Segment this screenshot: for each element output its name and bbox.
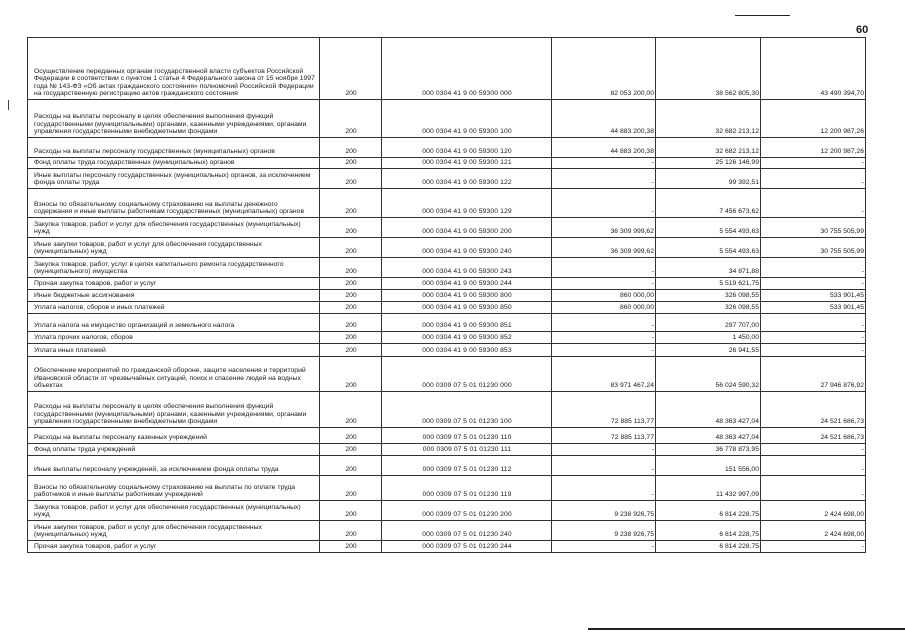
row-name-cell: Уплата прочих налогов, сборов [28,332,320,344]
row-executed-amount-cell: 5 519 621,75 [656,278,761,290]
row-kbk-code-cell: 000 0304 41 9 00 59300 121 [382,158,552,169]
row-code-cell: 200 [320,158,382,169]
row-name-cell: Расходы на выплаты персоналу в целях обеспечения выполнения функций государственными (муниципальными) органами, казенными учреждениями, органами управления государственными внебюджетными фондами [28,392,320,428]
row-kbk-code-cell: 000 0304 41 9 00 59300 129 [382,189,552,218]
row-executed-amount-cell: 11 432 997,09 [656,476,761,501]
row-kbk-code-cell: 000 0304 41 9 00 59300 853 [382,344,552,357]
row-approved-amount-cell: - [552,314,656,332]
row-approved-amount-cell: 44 883 200,38 [552,100,656,138]
row-unexecuted-amount-cell: 30 755 505,99 [761,218,866,238]
row-approved-amount-cell: 860 000,00 [552,302,656,314]
row-name-cell: Взносы по обязательному социальному страхованию на выплаты по оплате труда работников и иные выплаты работникам учреждений [28,476,320,501]
row-approved-amount-cell: 860 000,00 [552,290,656,302]
row-name-cell: Уплата налогов, сборов и иных платежей [28,302,320,314]
table-row [28,332,866,344]
row-kbk-code-cell: 000 0304 41 9 00 59300 244 [382,278,552,290]
row-code-cell: 200 [320,332,382,344]
row-kbk-code-cell: 000 0304 41 9 00 59300 852 [382,332,552,344]
row-executed-amount-cell: 32 682 213,12 [656,138,761,158]
footer-rule [588,628,905,630]
row-executed-amount-cell: 26 941,55 [656,344,761,357]
row-name-cell: Расходы на выплаты персоналу казенных учреждений [28,428,320,444]
row-name-cell: Расходы на выплаты персоналу в целях обеспечения выполнения функций государственными (муниципальными) органами, казенными учреждениями, органами управления государственными внебюджетными фондами [28,100,320,138]
row-executed-amount-cell: 56 024 590,32 [656,357,761,392]
row-approved-amount-cell: 72 885 113,77 [552,392,656,428]
row-code-cell: 200 [320,521,382,541]
table-row [28,290,866,302]
table-row [28,344,866,357]
row-executed-amount-cell: 48 363 427,04 [656,392,761,428]
table-row [28,258,866,278]
budget-execution-table [27,37,866,553]
row-executed-amount-cell: 48 363 427,04 [656,428,761,444]
table-row [28,314,866,332]
row-code-cell: 200 [320,428,382,444]
row-unexecuted-amount-cell: - [761,258,866,278]
row-unexecuted-amount-cell: 27 946 876,92 [761,357,866,392]
row-name-cell: Закупка товаров, работ, услуг в целях капитального ремонта государственного (муниципального) имущества [28,258,320,278]
row-executed-amount-cell: 5 554 493,63 [656,238,761,258]
table-row [28,218,866,238]
row-approved-amount-cell: 83 971 467,24 [552,357,656,392]
table-row [28,189,866,218]
row-unexecuted-amount-cell: 30 755 505,99 [761,238,866,258]
row-unexecuted-amount-cell: 2 424 698,00 [761,501,866,521]
row-executed-amount-cell: 326 098,55 [656,290,761,302]
row-name-cell: Прочая закупка товаров, работ и услуг [28,278,320,290]
table-row [28,158,866,169]
row-kbk-code-cell: 000 0304 41 9 00 59300 200 [382,218,552,238]
row-executed-amount-cell: 32 682 213,12 [656,100,761,138]
row-kbk-code-cell: 000 0304 41 9 00 59300 000 [382,38,552,100]
table-row [28,302,866,314]
row-executed-amount-cell: 6 814 228,75 [656,501,761,521]
row-code-cell: 200 [320,476,382,501]
row-name-cell: Иные бюджетные ассигнования [28,290,320,302]
row-approved-amount-cell: - [552,332,656,344]
row-unexecuted-amount-cell: - [761,456,866,476]
row-approved-amount-cell: - [552,344,656,357]
row-approved-amount-cell: 44 883 200,38 [552,138,656,158]
row-executed-amount-cell: 6 814 228,75 [656,541,761,553]
row-unexecuted-amount-cell: - [761,344,866,357]
row-kbk-code-cell: 000 0309 07 5 01 01230 119 [382,476,552,501]
row-code-cell: 200 [320,169,382,189]
row-approved-amount-cell: 36 309 999,62 [552,218,656,238]
row-name-cell: Взносы по обязательному социальному страхованию на выплаты денежного содержания и иные выплаты работникам государственных (муниципальных) органов [28,189,320,218]
row-name-cell: Иные закупки товаров, работ и услуг для обеспечения государственных (муниципальных) нужд [28,521,320,541]
row-approved-amount-cell: 72 885 113,77 [552,428,656,444]
row-executed-amount-cell: 38 562 805,30 [656,38,761,100]
row-unexecuted-amount-cell: 533 901,45 [761,302,866,314]
row-approved-amount-cell: - [552,189,656,218]
row-approved-amount-cell: - [552,444,656,456]
row-name-cell: Закупка товаров, работ и услуг для обеспечения государственных (муниципальных) нужд [28,218,320,238]
row-kbk-code-cell: 000 0309 07 5 01 01230 111 [382,444,552,456]
row-code-cell: 200 [320,218,382,238]
table-row [28,278,866,290]
row-name-cell: Иные закупки товаров, работ и услуг для обеспечения государственных (муниципальных) нужд [28,238,320,258]
row-code-cell: 200 [320,392,382,428]
row-unexecuted-amount-cell: 24 521 686,73 [761,392,866,428]
row-name-cell: Обеспечение мероприятий по гражданской обороне, защите населения и территорий Ивановской области от чрезвычайных ситуаций, поиск и спасение людей на водных объектах [28,357,320,392]
row-name-cell: Закупка товаров, работ и услуг для обеспечения государственных (муниципальных) нужд [28,501,320,521]
table-row [28,428,866,444]
table-row [28,357,866,392]
row-kbk-code-cell: 000 0309 07 5 01 01230 112 [382,456,552,476]
table-row [28,501,866,521]
row-approved-amount-cell: - [552,169,656,189]
row-kbk-code-cell: 000 0304 41 9 00 59300 100 [382,100,552,138]
row-name-cell: Прочая закупка товаров, работ и услуг [28,541,320,553]
row-code-cell: 200 [320,138,382,158]
row-unexecuted-amount-cell: 12 200 987,26 [761,100,866,138]
row-code-cell: 200 [320,344,382,357]
row-approved-amount-cell: 36 309 999,62 [552,238,656,258]
table-row [28,238,866,258]
row-code-cell: 200 [320,290,382,302]
row-unexecuted-amount-cell: - [761,278,866,290]
table-row [28,392,866,428]
row-kbk-code-cell: 000 0304 41 9 00 59300 851 [382,314,552,332]
row-kbk-code-cell: 000 0309 07 5 01 01230 000 [382,357,552,392]
row-unexecuted-amount-cell: 2 424 698,00 [761,521,866,541]
table-row [28,521,866,541]
row-unexecuted-amount-cell: - [761,444,866,456]
row-name-cell: Уплата иных платежей [28,344,320,357]
row-executed-amount-cell: 25 126 146,99 [656,158,761,169]
row-name-cell: Фонд оплаты труда учреждений [28,444,320,456]
header-rule [735,15,790,16]
row-approved-amount-cell: - [552,476,656,501]
row-approved-amount-cell: - [552,278,656,290]
row-code-cell: 200 [320,314,382,332]
row-code-cell: 200 [320,444,382,456]
row-executed-amount-cell: 7 456 673,62 [656,189,761,218]
page-number: 60 [856,24,869,36]
row-unexecuted-amount-cell: 533 901,45 [761,290,866,302]
row-kbk-code-cell: 000 0309 07 5 01 01230 200 [382,501,552,521]
row-name-cell: Фонд оплаты труда государственных (муниципальных) органов [28,158,320,169]
row-approved-amount-cell: 82 053 200,00 [552,38,656,100]
table-row [28,456,866,476]
table-row [28,476,866,501]
row-approved-amount-cell: 9 238 926,75 [552,501,656,521]
margin-mark [8,100,9,110]
row-approved-amount-cell: 9 238 926,75 [552,521,656,541]
row-executed-amount-cell: 297 707,00 [656,314,761,332]
row-kbk-code-cell: 000 0304 41 9 00 59300 243 [382,258,552,278]
row-kbk-code-cell: 000 0309 07 5 01 01230 244 [382,541,552,553]
row-approved-amount-cell: - [552,456,656,476]
row-name-cell: Осуществление переданных органам государственной власти субъектов Российской Федерации в соответствии с пунктом 1 статьи 4 Федерального закона от 15 ноября 1997 года № 143-ФЗ «Об актах гражданского состояния» полномочий Российской Федерации на государственную регистрацию актов гражданского состояния [28,38,320,100]
row-executed-amount-cell: 1 450,00 [656,332,761,344]
row-name-cell: Иные выплаты персоналу государственных (муниципальных) органов, за исключением фонда оплаты труда [28,169,320,189]
row-unexecuted-amount-cell: 43 490 394,70 [761,38,866,100]
row-executed-amount-cell: 99 392,51 [656,169,761,189]
row-name-cell: Уплата налога на имущество организаций и земельного налога [28,314,320,332]
row-kbk-code-cell: 000 0309 07 5 01 01230 110 [382,428,552,444]
row-kbk-code-cell: 000 0304 41 9 00 59300 122 [382,169,552,189]
row-executed-amount-cell: 5 554 493,63 [656,218,761,238]
row-executed-amount-cell: 326 098,55 [656,302,761,314]
row-unexecuted-amount-cell: - [761,189,866,218]
row-kbk-code-cell: 000 0309 07 5 01 01230 240 [382,521,552,541]
row-name-cell: Иные выплаты персоналу учреждений, за исключением фонда оплаты труда [28,456,320,476]
row-executed-amount-cell: 6 814 228,75 [656,521,761,541]
row-code-cell: 200 [320,302,382,314]
row-approved-amount-cell: - [552,258,656,278]
row-kbk-code-cell: 000 0304 41 9 00 59300 240 [382,238,552,258]
row-code-cell: 200 [320,189,382,218]
row-approved-amount-cell: - [552,158,656,169]
row-code-cell: 200 [320,357,382,392]
row-unexecuted-amount-cell: - [761,169,866,189]
row-unexecuted-amount-cell: - [761,332,866,344]
row-unexecuted-amount-cell: - [761,314,866,332]
row-code-cell: 200 [320,278,382,290]
row-kbk-code-cell: 000 0304 41 9 00 59300 850 [382,302,552,314]
row-code-cell: 200 [320,456,382,476]
row-code-cell: 200 [320,100,382,138]
row-kbk-code-cell: 000 0309 07 5 01 01230 100 [382,392,552,428]
row-executed-amount-cell: 34 871,88 [656,258,761,278]
table-row [28,169,866,189]
table-row [28,541,866,553]
row-executed-amount-cell: 151 556,00 [656,456,761,476]
table-row [28,138,866,158]
row-code-cell: 200 [320,258,382,278]
row-approved-amount-cell: - [552,541,656,553]
row-code-cell: 200 [320,501,382,521]
row-code-cell: 200 [320,38,382,100]
row-code-cell: 200 [320,541,382,553]
row-code-cell: 200 [320,238,382,258]
row-unexecuted-amount-cell: - [761,158,866,169]
table-row [28,100,866,138]
row-kbk-code-cell: 000 0304 41 9 00 59300 120 [382,138,552,158]
row-unexecuted-amount-cell: - [761,541,866,553]
row-executed-amount-cell: 36 778 873,95 [656,444,761,456]
table-row [28,444,866,456]
row-unexecuted-amount-cell: - [761,476,866,501]
row-unexecuted-amount-cell: 12 200 987,26 [761,138,866,158]
row-kbk-code-cell: 000 0304 41 9 00 59300 800 [382,290,552,302]
table-row [28,38,866,100]
row-unexecuted-amount-cell: 24 521 686,73 [761,428,866,444]
row-name-cell: Расходы на выплаты персоналу государственных (муниципальных) органов [28,138,320,158]
table-body [28,38,866,553]
